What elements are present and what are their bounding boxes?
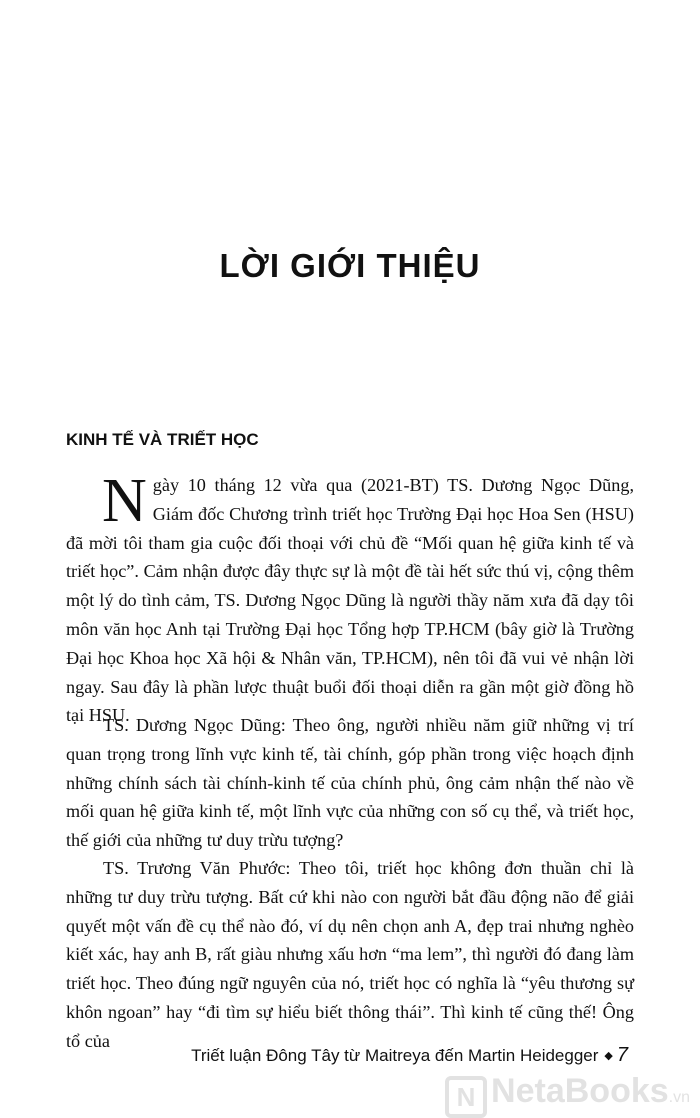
watermark xyxy=(445,1072,690,1118)
brand-logo-icon: N xyxy=(445,1076,487,1118)
page-footer xyxy=(191,1044,628,1067)
diamond-bullet-icon: ◆ xyxy=(604,1050,613,1062)
paragraph-3: TS. Trương Văn Phước: Theo tôi, triết học không đơn thuần chỉ là những tư duy trừu tượng. Bất cứ khi nào con người bắt đầu động não để giải quyết một vấn đề cụ thể nào đó, ví dụ nên chọn anh A, đẹp trai nhưng nghèo kiết xác, hay anh B, rất giàu nhưng xấu hơn “ma lem”, thì người đó đang làm triết học. Theo đúng ngữ nguyên của nó, triết học có nghĩa là “yêu thương sự khôn ngoan” hay “đi tìm sự hiểu biết thông thái”. Thì kinh tế cũng thế! Ông tổ của xyxy=(66,858,634,1051)
section-heading: KINH TẾ VÀ TRIẾT HỌC xyxy=(66,430,259,449)
chapter-title: LỜI GIỚI THIỆU xyxy=(219,247,481,284)
running-title: Triết luận Đông Tây từ Maitreya đến Martin Heidegger xyxy=(191,1046,599,1065)
watermark-brand: NetaBooks xyxy=(491,1072,669,1110)
watermark-suffix: .vn xyxy=(668,1089,690,1106)
paragraph-1-text: gày 10 tháng 12 vừa qua (2021-BT) TS. Dương Ngọc Dũng, Giám đốc Chương trình triết học Trường Đại học Hoa Sen (HSU) đã mời tôi tham gia cuộc đối thoại với chủ đề “Mối quan hệ giữa kinh tế và triết học”. Cảm nhận được đây thực sự là một đề tài hết sức thú vị, cộng thêm một lý do tình cảm, TS. Dương Ngọc Dũng là người thầy năm xưa đã dạy tôi môn văn học Anh tại Trường Đại học Tổng hợp TP.HCM (bây giờ là Trường Đại học Khoa học Xã hội & Nhân văn, TP.HCM), nên tôi đã vui vẻ nhận lời ngay. Sau đây là phần lược thuật buổi đối thoại diễn ra gần một giờ đồng hồ tại HSU. xyxy=(66,475,634,726)
drop-cap: N xyxy=(102,467,147,535)
page-number: 7 xyxy=(616,1044,628,1066)
paragraph-2: TS. Dương Ngọc Dũng: Theo ông, người nhiều năm giữ những vị trí quan trọng trong lĩnh vực kinh tế, tài chính, góp phần trong việc hoạch định những chính sách tài chính-kinh tế của chính phủ, ông cảm nhận thế nào về mối quan hệ giữa kinh tế, một lĩnh vực của những con số cụ thể, và triết học, thế giới của những tư duy trừu tượng? xyxy=(66,715,634,851)
paragraph-1 xyxy=(66,467,634,730)
